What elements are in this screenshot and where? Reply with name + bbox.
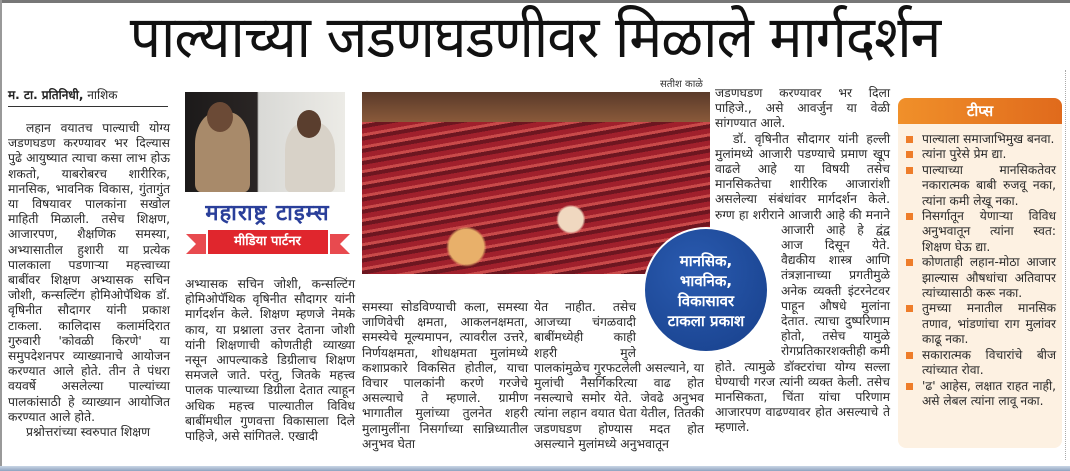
bullet-icon xyxy=(906,167,913,174)
tip-item xyxy=(906,301,1056,347)
callout-line: टाकला प्रकाश xyxy=(667,312,745,330)
bullet-icon xyxy=(906,213,913,220)
tip-item xyxy=(906,163,1056,209)
tip-item xyxy=(906,209,1056,255)
tip-text: निसर्गातून येणाऱ्या विविध अनुभवातून त्यांना स्वत: शिक्षण घेऊ द्या. xyxy=(922,209,1056,254)
article-column-2 xyxy=(185,277,355,444)
bullet-icon xyxy=(906,136,913,143)
tip-text: सकारात्मक विचारांचे बीज त्यांच्यात रोवा. xyxy=(922,347,1056,378)
callout-circle xyxy=(643,227,769,353)
tip-item xyxy=(906,348,1056,379)
byline-city: नाशिक xyxy=(87,88,118,102)
media-partner-logo xyxy=(185,200,350,270)
bullet-icon xyxy=(906,259,913,266)
paragraph: जडणघडण करण्यावर भर दिला पाहिजे., असे आवर्जुन या वेळी सांगण्यात आले. xyxy=(715,86,890,131)
callout-line: मानसिक, xyxy=(679,252,733,270)
speakers-photo xyxy=(185,92,345,192)
tip-text: 'ढ' आहेस, लक्षात राहत नाही, असे लेबल त्यांना लावू नका. xyxy=(922,378,1056,408)
audience-photo xyxy=(362,92,710,274)
bottom-rule xyxy=(0,466,1070,471)
tip-text: पाल्याला समाजाभिमुख बनवा. xyxy=(922,132,1055,146)
tip-text: तुमच्या मनातील मानसिक तणाव, भांडणांचा राग मुलांवर काढू नका. xyxy=(922,301,1056,347)
auditorium-wall xyxy=(362,92,710,122)
paragraph: येत नाहीत. तसेच आजच्या चंगळवादी बाबींमध्येही काही शहरी मुले पालकांमुळेच गुरफटलेली असल्याने, या मुलांची नैसर्गिकरित्या वाढ होत नसल्याचे समोर येते. जेवढे अनुभव त्यांना लहान वयात घेता येतील, तितकी जडणघडण होण्यास मदत होत असल्याने मुलांमध्ये अनुभवातून xyxy=(534,300,704,451)
tip-item xyxy=(906,379,1056,410)
bullet-icon xyxy=(906,151,913,158)
logo-ribbon: मीडिया पार्टनर xyxy=(208,230,328,254)
tip-item xyxy=(906,132,1056,147)
tip-text: पाल्याच्या मानसिकतेवर नकारात्मक बाबी रुजवू नका, त्यांना कमी लेखू नका. xyxy=(922,162,1056,208)
callout-line: भावनिक, xyxy=(679,272,733,290)
tips-title: टीप्स xyxy=(898,98,1062,124)
bullet-icon xyxy=(906,383,913,390)
paragraph: डॉ. वृषिनीत सौदागर यांनी हल्ली मुलांमध्ये आजारी पडण्याचे प्रमाण खूप वाढले आहे या विषयी तसेच मानसिकतेचा शारीरिक आजारांशी असलेल्या संबंधांवर मार्गदर्शन केले. रुग्ण हा शरीराने आजारी आहे की मनाने आजारी आहे हे द्वंद्व आज दिसून येते. वैद्यकीय शास्त्र आणि तंत्रज्ञानाच्या प्रगतीमुळे अनेक व्यक्ती इंटरनेटवर पाहून औषधे मुलांना देतात. त्याचा दुष्परिणाम होतो, तसेच यामुळे रोगप्रतिकारशक्तीही कमी होते. त्यामुळे डॉक्टरांचा योग्य सल्ला घेण्याची गरज त्यांनी व्यक्त केली. तसेच मानसिकता, चिंता यांचा परिणाम आजारपण वाढण्यावर होत असल्याचे ते म्हणाले. xyxy=(715,131,890,435)
tips-box xyxy=(898,98,1062,448)
article-column-3 xyxy=(362,300,528,452)
tip-text: कोणताही लहान-मोठा आजार झाल्यास औषधांचा अतिवापर त्यांच्यासाठी करू नका. xyxy=(922,255,1056,301)
paragraph: प्रश्नोत्तरांच्या स्वरुपात शिक्षण xyxy=(26,425,150,440)
article-column-1 xyxy=(8,121,170,440)
logo-name: महाराष्ट्र टाइम्स xyxy=(205,201,330,226)
byline xyxy=(8,86,168,107)
paragraph: अभ्यासक सचिन जोशी, कन्सल्टिंग होमिओपॅथिक वृषिनीत सौदागर यांनी मार्गदर्शन केले. शिक्षण म्हणजे नेमके काय, या प्रश्नाला उत्तर देताना जोशी यांनी शिक्षणाची कोणतीही व्याख्या नसून आपल्याकडे डिग्रीलाच शिक्षण समजले जाते. परंतु, जितके महत्त्व पालक पाल्याच्या डिग्रीला देतात त्याहून अधिक महत्त्व पाल्यातील विविध बाबींमधील गुणवत्ता विकासाला दिले पाहिजे, असे सांगितले. एखादी xyxy=(185,277,355,444)
column-separator xyxy=(1065,70,1066,460)
left-rule xyxy=(0,0,2,471)
tip-item xyxy=(906,147,1056,162)
tips-list xyxy=(898,124,1062,409)
bullet-icon xyxy=(906,352,913,359)
headline: पाल्याच्या जडणघडणीवर मिळाले मार्गदर्शन xyxy=(129,3,941,71)
bullet-icon xyxy=(906,305,913,312)
paragraph: समस्या सोडविण्याची कला, समस्या जाणिवेची क्षमता, आकलनक्षमता, समस्येचे मूल्यमापन, त्यावरील उत्तरे, निर्णयक्षमता, शोधक्षमता मुलांमध्ये कशाप्रकारे विकसित होतील, याचा विचार पालकांनी करणे गरजेचे असल्याचे ते म्हणाले. ग्रामीण भागातील मुलांच्या तुलनेत शहरी मुलामुलींना निसर्गाच्या सान्निध्यातील अनुभव घेता xyxy=(362,300,528,451)
byline-author: म. टा. प्रतिनिधी, xyxy=(8,88,84,102)
tip-item xyxy=(906,255,1056,301)
paragraph: लहान वयातच पाल्याची योग्य जडणघडण करण्यावर भर दिल्यास पुढे आयुष्यात त्याचा कसा लाभ होऊ शकतो, याबरोबरच शारीरिक, मानसिक, भावनिक विकास, गुंतागुंत या विषयावर पालकांना सखोल माहिती मिळाली. तसेच शिक्षण, आजारपण, शैक्षणिक समस्या, अभ्यासातील हुशारी या प्रत्येक पालकाला पडणाऱ्या महत्त्वाच्या बाबींवर शिक्षण अभ्यासक सचिन जोशी, कन्सल्टिंग होमिओपॅथिक डॉ. वृषिनीत सौदागर यांनी प्रकाश टाकला. कालिदास कलामंदिरात गुरुवारी 'कोवळी किरणे' या समुपदेशनपर व्याख्यानाचे आयोजन करण्यात आले होते. तीन ते पंधरा वयवर्षे असलेल्या पाल्यांच्या पालकांसाठी हे व्याख्यान आयोजित करण्यात आले होते. xyxy=(8,121,170,424)
tip-text: त्यांना पुरेसे प्रेम द्या. xyxy=(922,147,1007,162)
callout-line: विकासावर xyxy=(677,292,735,310)
photo-credit: सतीश काळे xyxy=(660,79,703,90)
